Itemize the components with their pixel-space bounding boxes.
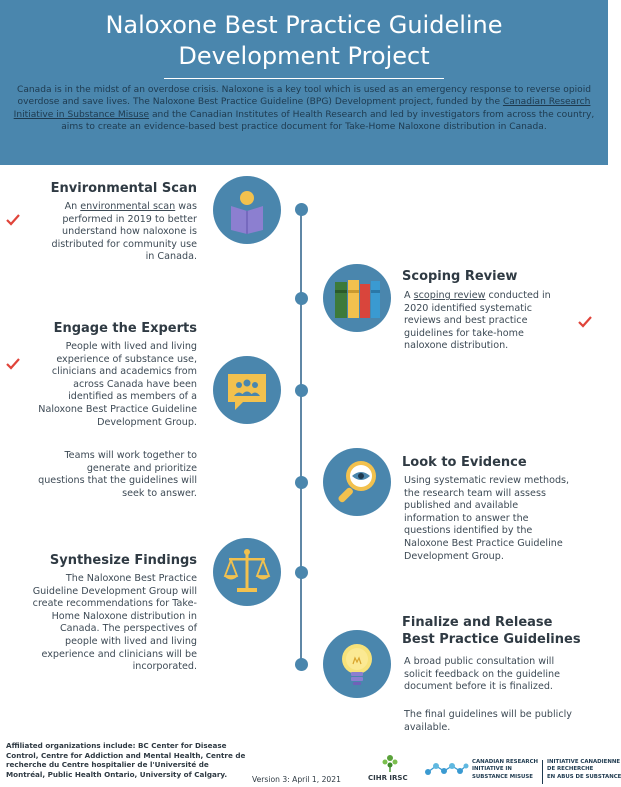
engage-experts-title: Engage the Experts — [53, 321, 197, 336]
crism-divider — [542, 760, 543, 784]
group-chat-icon — [213, 356, 281, 424]
look-to-evidence-title: Look to Evidence — [402, 455, 527, 470]
timeline-dot — [295, 292, 308, 305]
timeline-dot — [295, 476, 308, 489]
finalize-release-text-2: The final guidelines will be publicly available. — [404, 709, 572, 733]
person-reading-icon — [213, 176, 281, 244]
scales-icon — [213, 538, 281, 606]
synthesize-findings-text: The Naloxone Best Practice Guideline Development Group will create recommendations for Take-Home Naloxone distribution in Canada. The perspectives of people with lived and living experience and clinicians will be incorporated. — [32, 573, 197, 673]
scoping-review-text: A scoping review conducted in 2020 identified systematic reviews and best practice guidelines for take-home naloxone distribution. — [404, 290, 551, 352]
page-title — [0, 10, 608, 72]
environmental-scan-text: An environmental scan was performed in 2019 to better understand how naloxone is distributed for community use in Canada. — [51, 201, 197, 263]
crism-english-name: CANADIAN RESEARCH INITIATIVE IN SUBSTANCE MISUSE — [472, 759, 539, 780]
title-line-1: Naloxone Best Practice Guideline — [105, 11, 503, 39]
scoping-review-title: Scoping Review — [402, 269, 518, 284]
crism-molecule-icon — [424, 760, 470, 780]
timeline-dot — [295, 203, 308, 216]
intro-paragraph: Canada is in the midst of an overdose crisis. Naloxone is a key tool which is used as an emergency response to reverse opioid overdose and save lives. The Naloxone Best Practice Guideline (BPG) Development project, funded by the Canadian Research Initiative in Substance Misuse and the Canadian Institutes of Health Research and led by investigators from across the country, aims to create an evidence-based best practice document for Take-Home Naloxone distribution in Canada. — [13, 85, 595, 132]
checkmark-icon — [6, 358, 20, 370]
engage-experts-text-2: Teams will work together to generate and prioritize questions that the guidelines will seek to answer. — [38, 450, 197, 499]
crism-french-name: INITIATIVE CANADIENNE DE RECHERCHE EN ABUS DE SUBSTANCE — [547, 759, 621, 780]
lightbulb-icon — [323, 630, 391, 698]
header-banner — [0, 0, 608, 165]
checkmark-icon — [578, 316, 592, 328]
engage-experts-text-1: People with lived and living experience of substance use, clinicians and academics from across Canada have been identified as members of a Naloxone Best Practice Guideline Development Group. — [38, 341, 197, 428]
finalize-release-text-1: A broad public consultation will solicit feedback on the guideline document before it is finalized. — [404, 656, 561, 693]
magnifier-eye-icon — [323, 448, 391, 516]
timeline-dot — [295, 384, 308, 397]
synthesize-findings-title: Synthesize Findings — [49, 553, 197, 568]
finalize-release-title: Finalize and Release Best Practice Guidelines — [402, 615, 581, 647]
look-to-evidence-text: Using systematic review methods, the research team will assess published and available information to answer the questions identified by the Naloxone Best Practice Guideline Development Group. — [404, 475, 570, 562]
cihr-label: CIHR IRSC — [368, 774, 408, 782]
timeline-line — [300, 210, 302, 665]
checkmark-icon — [6, 214, 20, 226]
crism-link[interactable]: Canadian Research Initiative in Substance Misuse — [13, 97, 591, 120]
title-divider — [164, 78, 444, 79]
books-icon — [323, 264, 391, 332]
environmental-scan-title: Environmental Scan — [50, 181, 197, 196]
timeline-dot — [295, 658, 308, 671]
title-line-2: Development Project — [178, 42, 430, 70]
affiliated-organizations: Affiliated organizations include: BC Center for Disease Control, Centre for Addiction and Mental Health, Centre de recherche du Centre hospitalier de l'Université de Montréal, Public Health Ontario, University of Calgary. — [6, 741, 246, 779]
timeline-dot — [295, 566, 308, 579]
version-label: Version 3: April 1, 2021 — [252, 775, 341, 784]
scoping-review-link[interactable]: scoping review — [413, 290, 486, 301]
environmental-scan-link[interactable]: environmental scan — [80, 201, 176, 212]
